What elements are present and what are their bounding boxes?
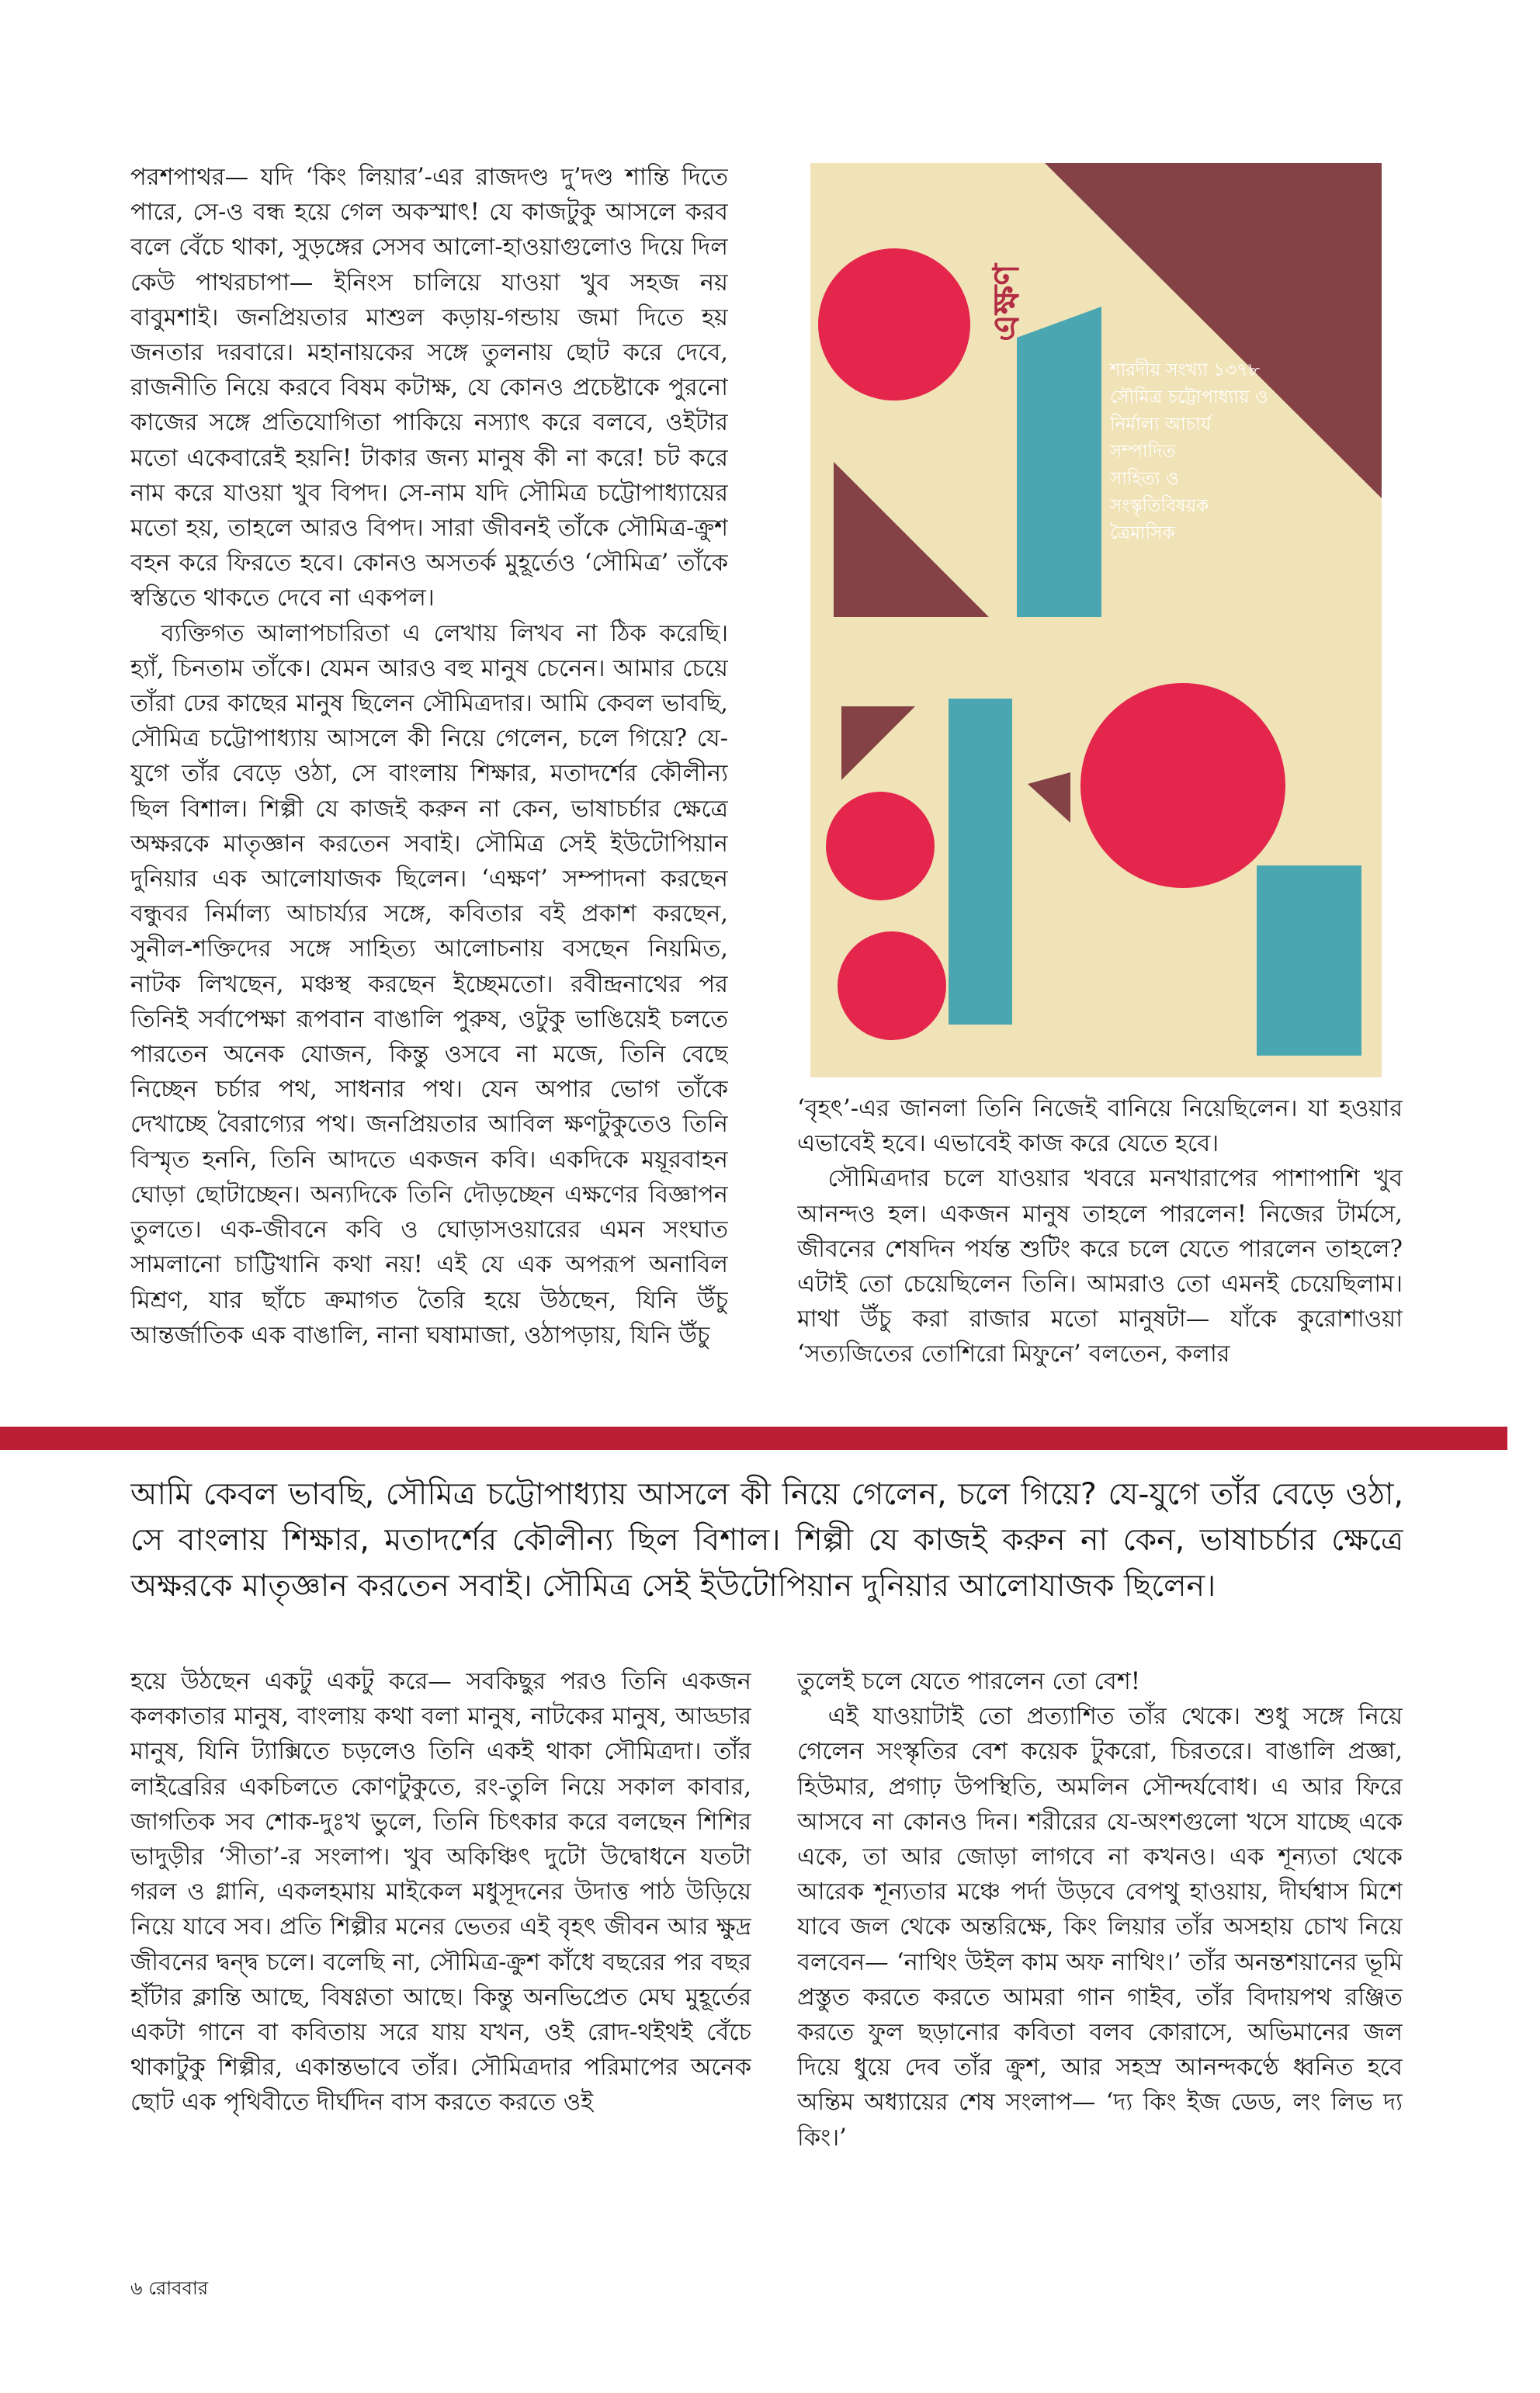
- cover-info-line: সৌমিত্র চট্টোপাধ্যায় ও: [1110, 387, 1268, 408]
- article-column-top-left: [130, 160, 728, 1379]
- cover-red-circle-small: [826, 792, 935, 900]
- pull-quote: আমি কেবল ভাবছি, সৌমিত্র চট্টোপাধ্যায় আসলে কী নিয়ে গেলেন, চলে গিয়ে? যে-যুগে তাঁর বেড়ে ওঠা, সে বাংলায় শিক্ষার, মতাদর্শের কৌলীন্য ছিল বিশাল। শিল্পী যে কাজই করুন না কেন, ভাষাচর্চার ক্ষেত্রে অক্ষরকে মাতৃজ্ঞান করতেন সবাই। সৌমিত্র সেই ইউটোপিয়ান দুনিয়ার আলোযাজক ছিলেন।: [130, 1476, 1403, 1604]
- cover-info-line: নির্মাল্য আচার্য: [1110, 414, 1212, 435]
- publication-name: রোববার: [148, 2277, 209, 2299]
- paragraph: ‘বৃহৎ’-এর জানলা তিনি নিজেই বানিয়ে নিয়েছিলেন। যা হওয়ার এভাবেই হবে। এভাবেই কাজ করে যেতে হবে।: [797, 1095, 1403, 1158]
- cover-info-line: সম্পাদিত: [1110, 442, 1176, 462]
- paragraph: ব্যক্তিগত আলাপচারিতা এ লেখায় লিখব না ঠিক করেছি। হ্যাঁ, চিনতাম তাঁকে। যেমন আরও বহু মানুষ চেনেন। আমার চেয়ে তাঁরা ঢের কাছের মানুষ ছিলেন সৌমিত্রদার। আমি কেবল ভাবছি, সৌমিত্র চট্টোপাধ্যায় আসলে কী নিয়ে গেলেন, চলে গিয়ে? যে-যুগে তাঁর বেড়ে ওঠা, সে বাংলায় শিক্ষার, মতাদর্শের কৌলীন্য ছিল বিশাল। শিল্পী যে কাজই করুন না কেন, ভাষাচর্চার ক্ষেত্রে অক্ষরকে মাতৃজ্ঞান করতেন সবাই। সৌমিত্র সেই ইউটোপিয়ান দুনিয়ার এক আলোযাজক ছিলেন। ‘এক্ষণ’ সম্পাদনা করছেন বন্ধুবর নির্মাল্য আচার্য্যর সঙ্গে, কবিতার বই প্রকাশ করছেন, সুনীল-শক্তিদের সঙ্গে সাহিত্য আলোচনায় বসছেন নিয়মিত, নাটক লিখছেন, মঞ্চস্থ করছেন ইচ্ছেমতো। রবীন্দ্রনাথের পর তিনিই সর্বাপেক্ষা রূপবান বাঙালি পুরুষ, ওটুকু ভাঙিয়েই চলতে পারতেন অনেক যোজন, কিন্তু ওসবে না মজে, তিনি বেছে নিচ্ছেন চর্চার পথ, সাধনার পথ। যেন অপার ভোগ তাঁকে দেখাচ্ছে বৈরাগ্যের পথ। জনপ্রিয়তার আবিল ক্ষণটুকুতেও তিনি বিস্মৃত হননি, তিনি আদতে একজন কবি। একদিকে ময়ূরবাহন ঘোড়া ছোটাচ্ছেন। অন্যদিকে তিনি দৌড়চ্ছেন এক্ষণের বিজ্ঞাপন তুলতে। এক-জীবনে কবি ও ঘোড়াসওয়ারের এমন সংঘাত সামলানো চাট্টিখানি কথা নয়! এই যে এক অপরূপ অনাবিল মিশ্রণ, যার ছাঁচে ক্রমাগত তৈরি হয়ে উঠছেন, যিনি উঁচু আন্তর্জাতিক এক বাঙালি, নানা ঘষামাজা, ওঠাপড়ায়, যিনি উঁচু: [130, 619, 728, 1349]
- paragraph: তুলেই চলে যেতে পারলেন তো বেশ!: [797, 1668, 1141, 1695]
- page-number: ৬: [130, 2277, 143, 2299]
- article-column-bottom-right: [797, 1664, 1403, 2256]
- paragraph: পরশপাথর— যদি ‘কিং লিয়ার’-এর রাজদণ্ড দু’দণ্ড শান্তি দিতে পারে, সে-ও বন্ধ হয়ে গেল অকস্মাৎ! যে কাজটুকু আসলে করব বলে বেঁচে থাকা, সুড়ঙ্গের সেসব আলো-হাওয়াগুলোও দিয়ে দিল কেউ পাথরচাপা— ইনিংস চালিয়ে যাওয়া খুব সহজ নয় বাবুমশাই। জনপ্রিয়তার মাশুল কড়ায়-গন্ডায় জমা দিতে হয় জনতার দরবারে। মহানায়কের সঙ্গে তুলনায় ছোট করে দেবে, রাজনীতি নিয়ে করবে বিষম কটাক্ষ, যে কোনও প্রচেষ্টাকে পুরনো কাজের সঙ্গে প্রতিযোগিতা পাকিয়ে নস্যাৎ করে বলবে, ওইটার মতো একেবারেই হয়নি! টাকার জন্য মানুষ কী না করে! চট করে নাম করে যাওয়া খুব বিপদ। সে-নাম যদি সৌমিত্র চট্টোপাধ্যায়ের মতো হয়, তাহলে আরও বিপদ। সারা জীবনই তাঁকে সৌমিত্র-ক্রুশ বহন করে ফিরতে হবে। কোনও অসতর্ক মুহূর্তেও ‘সৌমিত্র’ তাঁকে স্বস্তিতে থাকতে দেবে না একপল।: [130, 164, 728, 612]
- cover-red-circle-left: [818, 248, 970, 401]
- magazine-cover-image: [810, 163, 1382, 1077]
- cover-teal-rect-left: [949, 699, 1012, 1025]
- cover-red-circle-large: [1080, 683, 1285, 888]
- paragraph: এই যাওয়াটাই তো প্রত্যাশিত তাঁর থেকে। শুধু সঙ্গে নিয়ে গেলেন সংস্কৃতির বেশ কয়েক টুকরো, চিরতরে। বাঙালি প্রজ্ঞা, হিউমার, প্রগাঢ় উপস্থিতি, অমলিন সৌন্দর্যবোধ। এ আর ফিরে আসবে না কোনও দিন। শরীরের যে-অংশগুলো খসে যাচ্ছে একে একে, তা আর জোড়া লাগবে না কখনও। এক শূন্যতা থেকে আরেক শূন্যতার মঞ্চে পর্দা উড়বে বেপথু হাওয়ায়, দীর্ঘশ্বাস মিশে যাবে জল থেকে অন্তরিক্ষে, কিং লিয়ার তাঁর অসহায় চোখ নিয়ে বলবেন— ‘নাথিং উইল কাম অফ নাথিং।’ তাঁর অনন্তশয়ানের ভূমি প্রস্তুত করতে করতে আমরা গান গাইব, তাঁর বিদায়পথ রঞ্জিত করতে ফুল ছড়ানোর কবিতা বলব কোরাসে, অভিমানের জল দিয়ে ধুয়ে দেব তাঁর ক্রুশ, আর সহস্র আনন্দকণ্ঠে ধ্বনিত হবে অন্তিম অধ্যায়ের শেষ সংলাপ— ‘দ্য কিং ইজ ডেড, লং লিভ দ্য কিং।’: [797, 1703, 1403, 2152]
- cover-brown-triangle-small-center: [1028, 772, 1070, 823]
- cover-info-line: সাহিত্য ও: [1110, 469, 1179, 489]
- cover-info-line: ত্রৈমাসিক: [1110, 523, 1175, 543]
- cover-logo-title: এক্ষণ: [985, 263, 1027, 342]
- page-footer: [130, 2274, 208, 2305]
- cover-info-line: সংস্কৃতিবিষয়ক: [1110, 496, 1209, 516]
- cover-brown-triangle-mid: [834, 462, 989, 617]
- article-column-bottom-left: [130, 1664, 751, 2256]
- paragraph: সৌমিত্রদার চলে যাওয়ার খবরে মনখারাপের পাশাপাশি খুব আনন্দও হল। একজন মানুষ তাহলে পারলেন! নিজের টার্মসে, জীবনের শেষদিন পর্যন্ত শুটিং করে চলে যেতে পারলেন তাহলে? এটাই তো চেয়েছিলেন তিনি। আমরাও তো এমনই চেয়েছিলাম। মাথা উঁচু করা রাজার মতো মানুষটা— যাঁকে কুরোশাওয়া ‘সত্যজিতের তোশিরো মিফুনে’ বলতেন, কলার: [797, 1165, 1403, 1368]
- paragraph: হয়ে উঠছেন একটু একটু করে— সবকিছুর পরও তিনি একজন কলকাতার মানুষ, বাংলায় কথা বলা মানুষ, নাটকের মানুষ, আড্ডার মানুষ, যিনি ট্যাক্সিতে চড়লেও তিনি একই থাকা সৌমিত্রদা। তাঁর লাইব্রেরির একচিলতে কোণটুকুতে, রং-তুলি নিয়ে সকাল কাবার, জাগতিক সব শোক-দুঃখ ভুলে, তিনি চিৎকার করে বলছেন শিশির ভাদুড়ীর ‘সীতা’-র সংলাপ। খুব অকিঞ্চিৎ দুটো উদ্বোধনে যতটা গরল ও গ্লানি, একলহমায় মাইকেল মধুসূদনের উদাত্ত পাঠ উড়িয়ে নিয়ে যাবে সব। প্রতি শিল্পীর মনের ভেতর এই বৃহৎ জীবন আর ক্ষুদ্র জীবনের দ্বন্দ্ব চলে। বলেছি না, সৌমিত্র-ক্রুশ কাঁধে বছরের পর বছর হাঁটার ক্লান্তি আছে, বিষণ্ণতা আছে। কিন্তু অনভিপ্রেত মেঘ মুহূর্তের একটা গানে বা কবিতায় সরে যায় যখন, ওই রোদ-থইথই বেঁচে থাকাটুকু শিল্পীর, একান্তভাবে তাঁর। সৌমিত্রদার পরিমাপের অনেক ছোট এক পৃথিবীতে দীর্ঘদিন বাস করতে করতে ওই: [130, 1668, 751, 2117]
- cover-teal-rect-right: [1257, 865, 1361, 1056]
- cover-red-circle-bottom-left: [838, 931, 946, 1040]
- cover-artwork: [810, 163, 1382, 1077]
- cover-brown-triangle-small-left: [841, 706, 915, 780]
- cover-info-block: [1110, 357, 1351, 547]
- article-column-top-right: [797, 1091, 1403, 1379]
- cover-teal-parallelogram-top: [1017, 307, 1101, 617]
- cover-info-line: শারদীয় সংখ্যা ১৩৭৮: [1110, 360, 1261, 380]
- red-divider-rule: [0, 1427, 1507, 1450]
